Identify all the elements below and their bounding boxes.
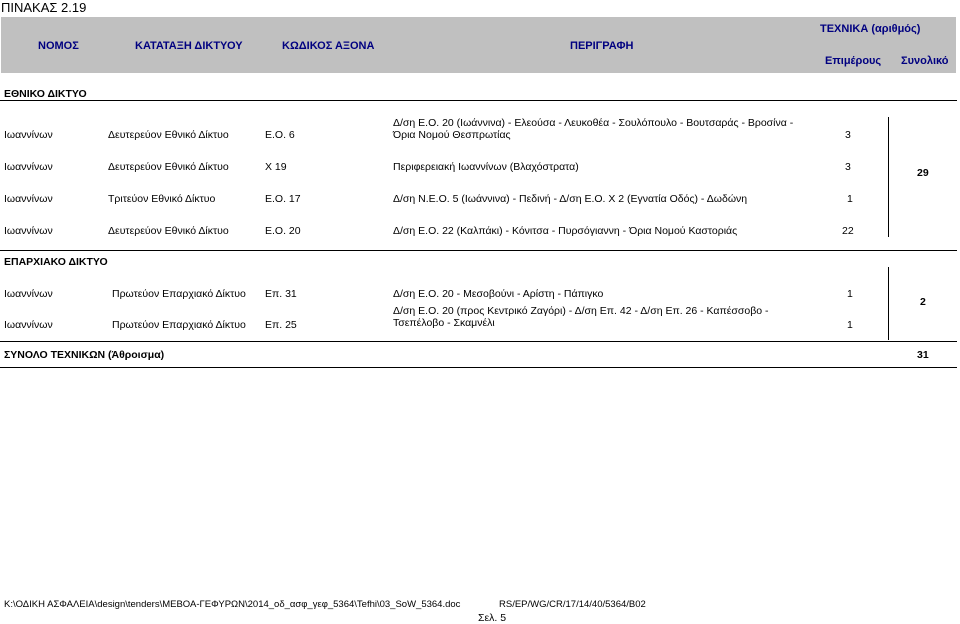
- cell-nomos: Ιωαννίνων: [4, 319, 53, 331]
- header-kataxi: ΚΑΤΑΤΑΞΗ ΔΙΚΤΥΟΥ: [135, 40, 243, 52]
- cell-kodikos: Ε.Ο. 17: [265, 193, 301, 205]
- cell-epimerous: 1: [847, 319, 853, 331]
- cell-perigrafi: Δ/ση Ν.Ε.Ο. 5 (Ιωάννινα) - Πεδινή - Δ/ση Ε.Ο. Χ 2 (Εγνατία Οδός) - Δωδώνη: [393, 193, 748, 205]
- header-nomos: ΝΟΜΟΣ: [38, 40, 79, 52]
- cell-epimerous: 3: [845, 161, 851, 173]
- header-kodikos: ΚΩΔΙΚΟΣ ΑΞΟΝΑ: [282, 40, 375, 52]
- rule-top-eparxiako: [0, 250, 957, 251]
- cell-epimerous: 1: [847, 288, 853, 300]
- rule-top-ethniko: [0, 100, 957, 101]
- header-epimerous: Επιμέρους: [825, 55, 882, 67]
- cell-kataxi: Πρωτεύον Επαρχιακό Δίκτυο: [112, 319, 246, 331]
- cell-kataxi: Δευτερεύον Εθνικό Δίκτυο: [108, 225, 229, 237]
- section-total-eparxiako: 2: [920, 296, 926, 308]
- page-number: Σελ. 5: [478, 612, 507, 624]
- footer-path: K:\ΟΔΙΚΗ ΑΣΦΑΛΕΙΑ\design\tenders\ΜΕΒΟΑ-ΓΕΦΥΡΩΝ\2014_οδ_ασφ_γεφ_5364\Tefhi\03_SoW_5364.doc: [4, 599, 461, 610]
- cell-kataxi: Τριτεύον Εθνικό Δίκτυο: [108, 193, 216, 205]
- header-synoliko: Συνολικό: [901, 55, 949, 67]
- cell-nomos: Ιωαννίνων: [4, 193, 53, 205]
- cell-epimerous: 3: [845, 129, 851, 141]
- header-technika: ΤΕΧΝΙΚΑ (αριθμός): [820, 23, 921, 35]
- cell-kataxi: Δευτερεύον Εθνικό Δίκτυο: [108, 161, 229, 173]
- cell-nomos: Ιωαννίνων: [4, 129, 53, 141]
- cell-epimerous: 1: [847, 193, 853, 205]
- cell-perigrafi: Περιφερειακή Ιωαννίνων (Βλαχόστρατα): [393, 161, 579, 173]
- cell-perigrafi: Δ/ση Ε.Ο. 22 (Καλπάκι) - Κόνιτσα - Πυρσόγιαννη - Όρια Νομού Καστοριάς: [393, 225, 738, 237]
- cell-nomos: Ιωαννίνων: [4, 225, 53, 237]
- header-perigrafi: ΠΕΡΙΓΡΑΦΗ: [570, 40, 634, 52]
- grand-total-label: ΣΥΝΟΛΟ ΤΕΧΝΙΚΩΝ (Άθροισμα): [4, 349, 165, 361]
- cell-kodikos: Επ. 31: [265, 288, 297, 300]
- cell-kodikos: Χ 19: [265, 161, 287, 173]
- cell-nomos: Ιωαννίνων: [4, 288, 53, 300]
- cell-perigrafi: Δ/ση Ε.Ο. 20 (Ιωάννινα) - Ελεούσα - Λευκοθέα - Σουλόπουλο - Βουτσαράς - Βροσίνα - Όρια Νομού Θεσπρωτίας: [393, 117, 794, 141]
- cell-kataxi: Δευτερεύον Εθνικό Δίκτυο: [108, 129, 229, 141]
- cell-kodikos: Ε.Ο. 6: [265, 129, 295, 141]
- rule-total-col-ethniko: [888, 117, 889, 237]
- rule-total-col-eparxiako: [888, 267, 889, 340]
- cell-kodikos: Ε.Ο. 20: [265, 225, 301, 237]
- page-title: ΠΙΝΑΚΑΣ 2.19: [1, 0, 87, 15]
- section-label-ethniko: ΕΘΝΙΚΟ ΔΙΚΤΥΟ: [4, 88, 87, 100]
- cell-perigrafi: Δ/ση Ε.Ο. 20 - Μεσοβούνι - Αρίστη - Πάπιγκο: [393, 288, 604, 300]
- cell-kataxi: Πρωτεύον Επαρχιακό Δίκτυο: [112, 288, 246, 300]
- grand-total-value: 31: [917, 349, 929, 361]
- section-label-eparxiako: ΕΠΑΡΧΙΑΚΟ ΔΙΚΤΥΟ: [4, 256, 108, 268]
- footer-ref: RS/EP/WG/CR/17/14/40/5364/B02: [499, 599, 646, 610]
- section-total-ethniko: 29: [917, 167, 929, 179]
- cell-perigrafi: Δ/ση Ε.Ο. 20 (προς Κεντρικό Ζαγόρι) - Δ/ση Επ. 42 - Δ/ση Επ. 26 - Καπέσσοβο - Τσεπέλοβο - Σκαμνέλι: [393, 305, 769, 329]
- cell-epimerous: 22: [842, 225, 854, 237]
- cell-nomos: Ιωαννίνων: [4, 161, 53, 173]
- cell-kodikos: Επ. 25: [265, 319, 297, 331]
- rule-bottom-total: [0, 367, 957, 368]
- rule-top-total: [0, 341, 957, 342]
